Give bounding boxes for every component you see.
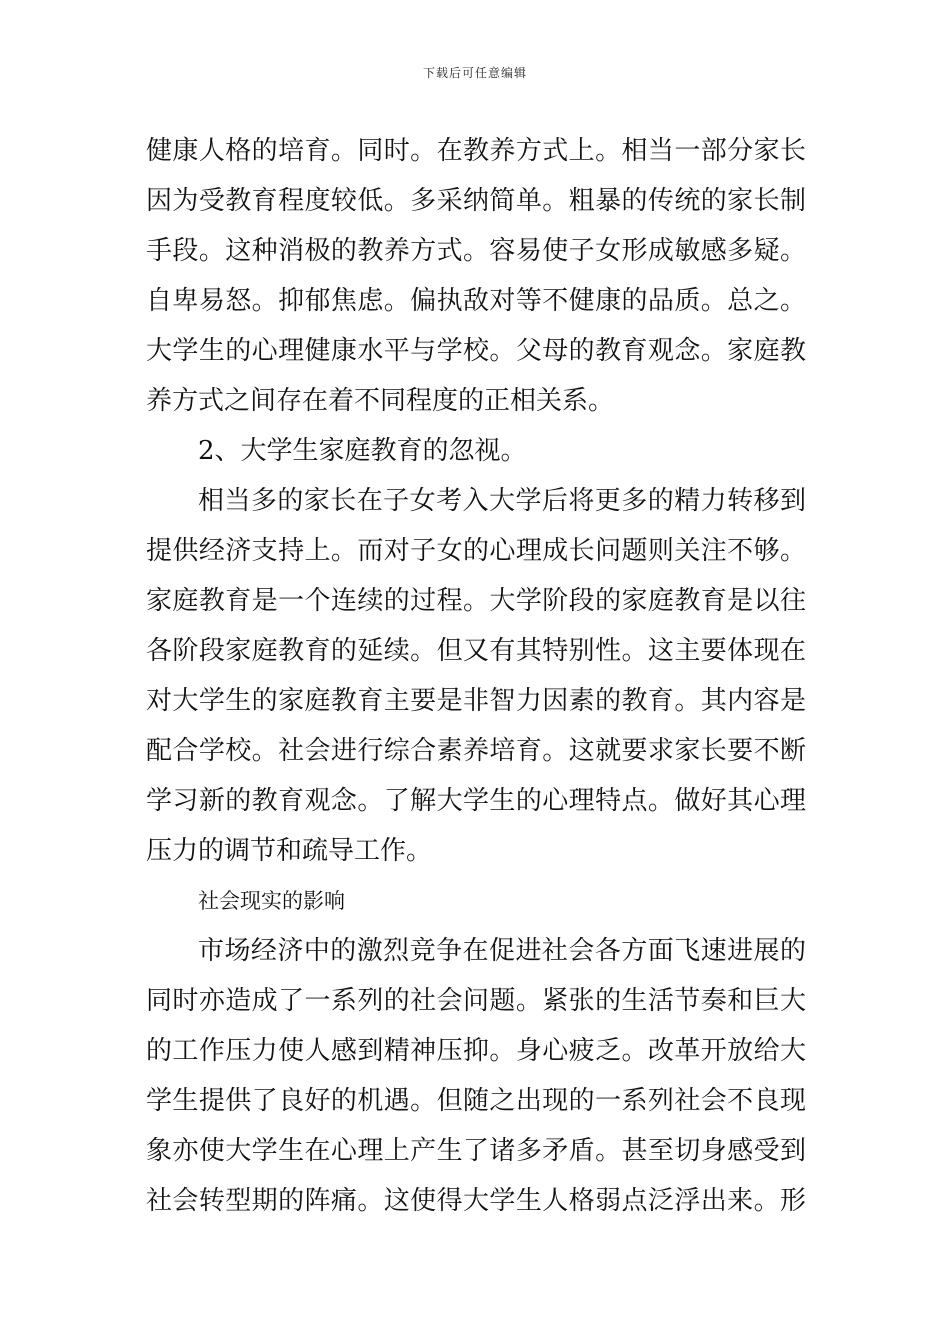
- text-line: 提供经济支持上。而对子女的心理成长问题则关注不够。: [146, 536, 806, 566]
- section-heading: 社会现实的影响: [198, 889, 345, 913]
- text-line: 对大学生的家庭教育主要是非智力因素的教育。其内容是: [146, 686, 806, 716]
- text-line: 的工作压力使人感到精神压抑。身心疲乏。改革开放给大: [146, 1036, 806, 1066]
- text-line: 相当多的家长在子女考入大学后将更多的精力转移到: [198, 486, 806, 516]
- text-line: 健康人格的培育。同时。在教养方式上。相当一部分家长: [146, 136, 806, 166]
- text-line: 家庭教育是一个连续的过程。大学阶段的家庭教育是以往: [146, 586, 806, 616]
- text-line: 同时亦造成了一系列的社会问题。紧张的生活节奏和巨大: [146, 986, 806, 1016]
- text-line: 养方式之间存在着不同程度的正相关系。: [146, 386, 615, 416]
- text-line: 压力的调节和疏导工作。: [146, 836, 433, 866]
- text-line: 市场经济中的激烈竞争在促进社会各方面飞速进展的: [198, 936, 806, 966]
- text-line: 学习新的教育观念。了解大学生的心理特点。做好其心理: [146, 786, 806, 816]
- text-line: 手段。这种消极的教养方式。容易使子女形成敏感多疑。: [146, 236, 806, 266]
- text-line: 学生提供了良好的机遇。但随之出现的一系列社会不良现: [146, 1086, 806, 1116]
- page-header: 下载后可任意编辑: [422, 66, 527, 80]
- text-line: 各阶段家庭教育的延续。但又有其特别性。这主要体现在: [146, 636, 806, 666]
- text-line: 配合学校。社会进行综合素养培育。这就要求家长要不断: [146, 736, 806, 766]
- text-line: 大学生的心理健康水平与学校。父母的教育观念。家庭教: [146, 336, 806, 366]
- body-text: [146, 126, 806, 1226]
- text-line: 社会转型期的阵痛。这使得大学生人格弱点泛浮出来。形: [146, 1186, 806, 1216]
- text-line: 2、大学生家庭教育的忽视。: [198, 436, 527, 466]
- text-line: 自卑易怒。抑郁焦虑。偏执敌对等不健康的品质。总之。: [146, 286, 806, 316]
- text-line: 因为受教育程度较低。多采纳简单。粗暴的传统的家长制: [146, 186, 806, 216]
- text-line: 象亦使大学生在心理上产生了诸多矛盾。甚至切身感受到: [146, 1136, 806, 1166]
